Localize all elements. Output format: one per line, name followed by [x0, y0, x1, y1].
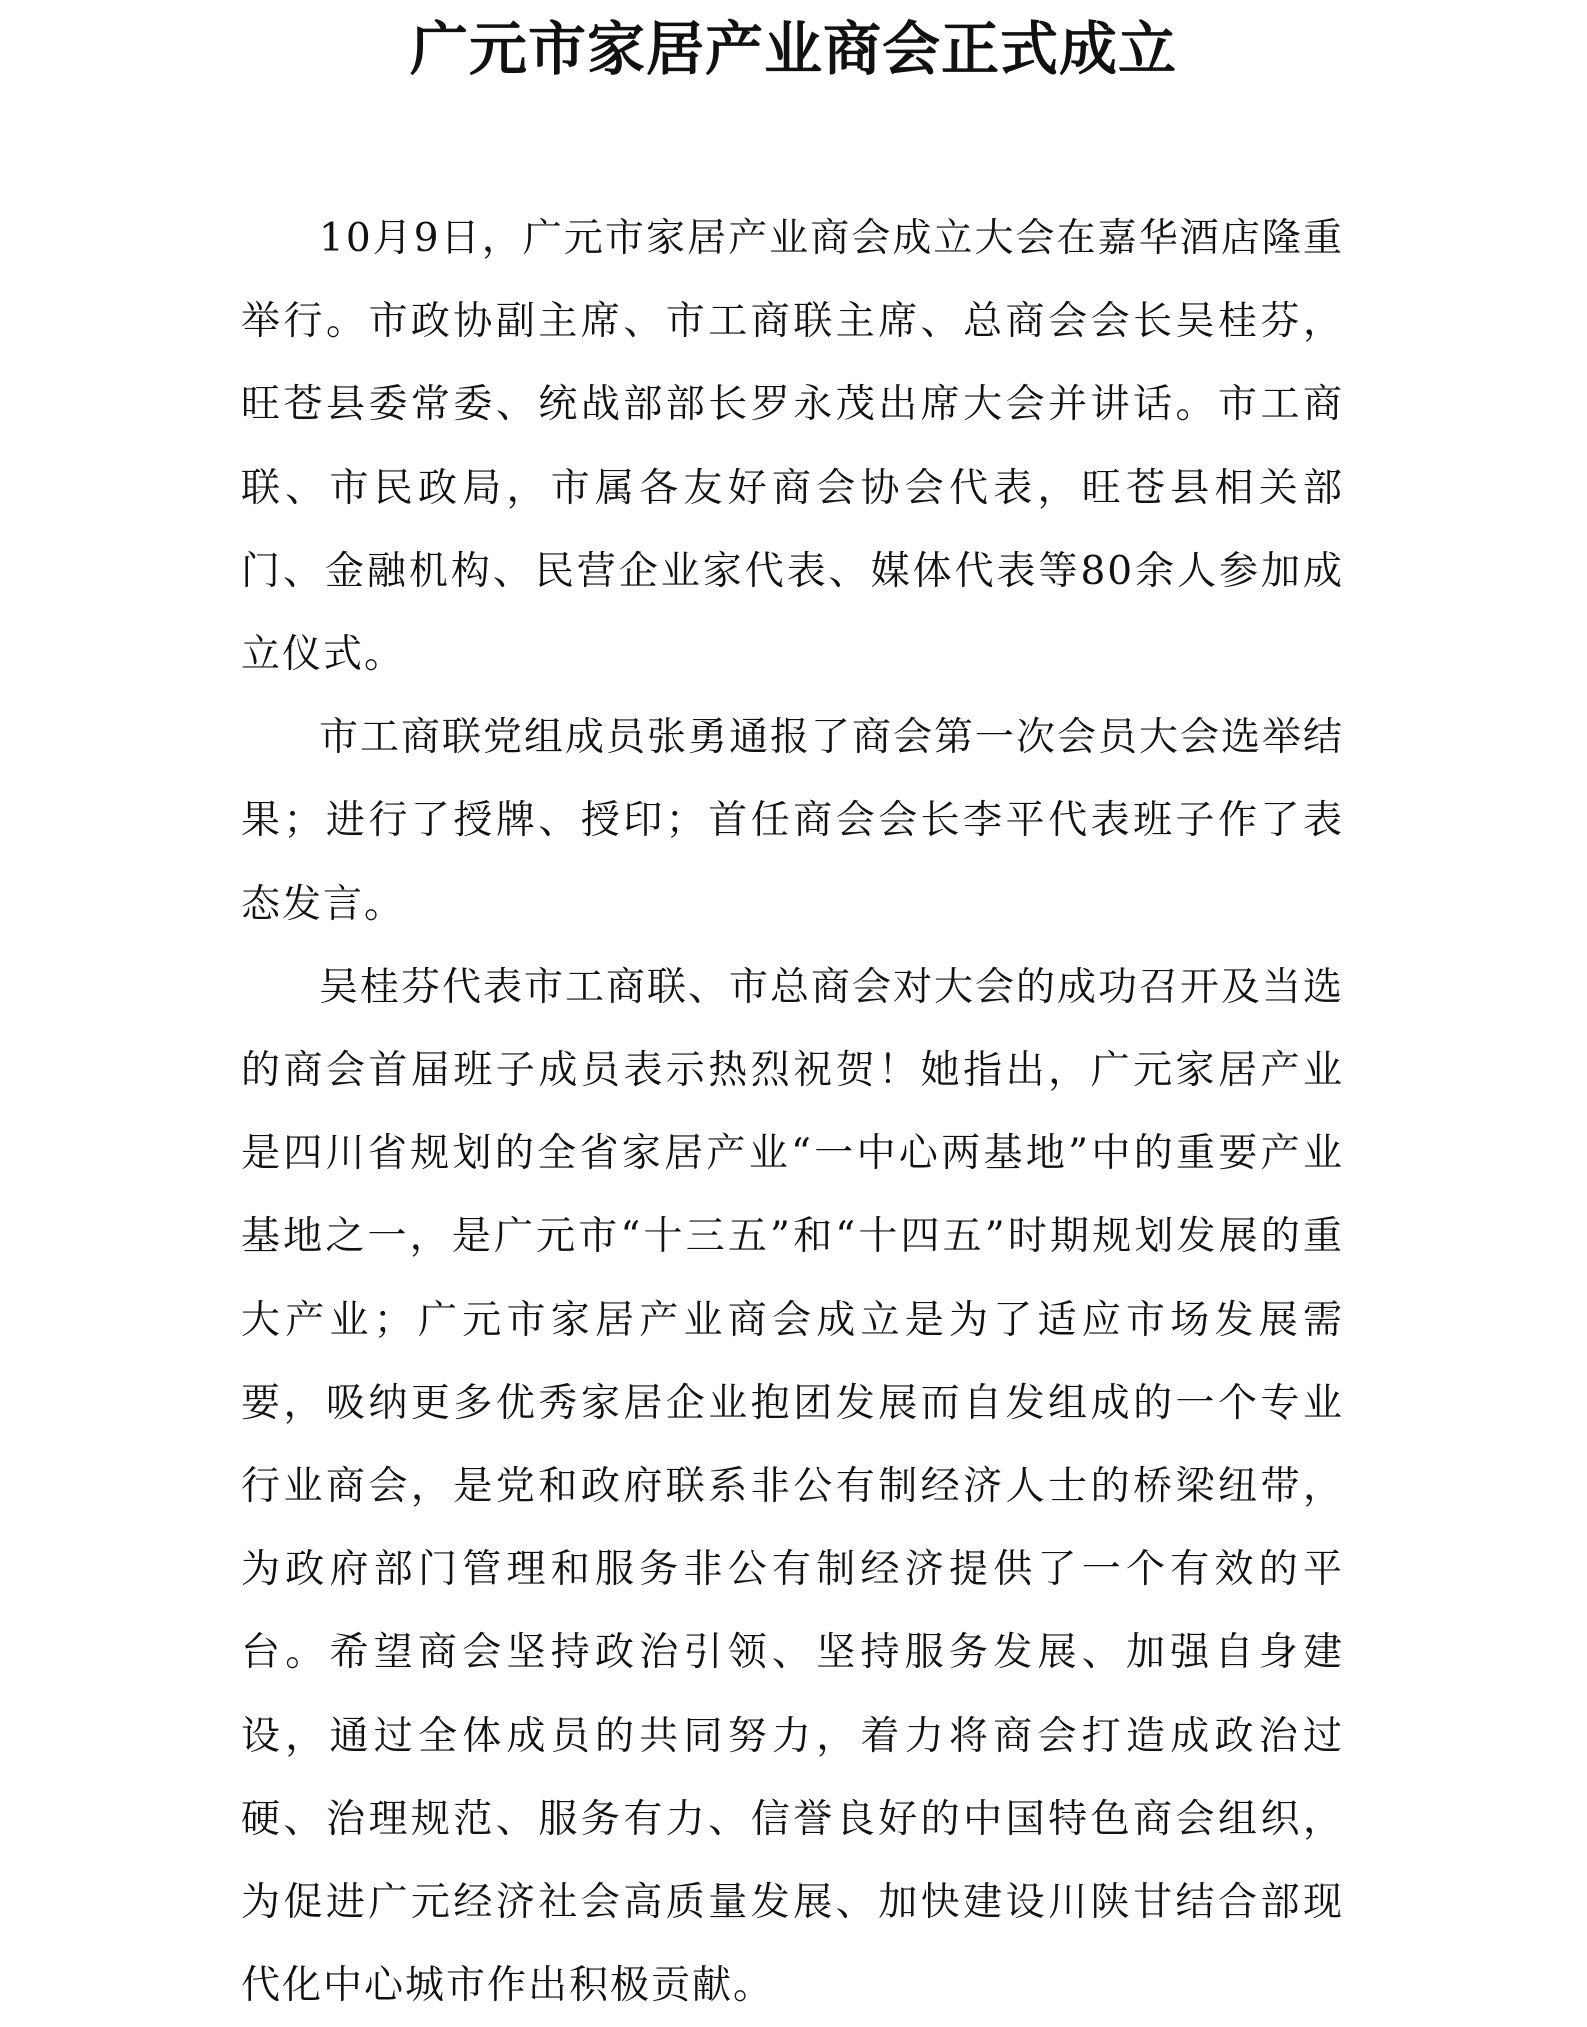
paragraph: 吴桂芬代表市工商联、市总商会对大会的成功召开及当选的商会首届班子成员表示热烈祝贺！她指出，广元家居产业是四川省规划的全省家居产业“一中心两基地”中的重要产业基地之一，是广元市“十三五”和“十四五”时期规划发展的重大产业；广元市家居产业商会成立是为了适应市场发展需要，吸纳更多优秀家居企业抱团发展而自发组成的一个专业行业商会，是党和政府联系非公有制经济人士的桥梁纽带，为政府部门管理和服务非公有制经济提供了一个有效的平台。希望商会坚持政治引领、坚持服务发展、加强自身建设，通过全体成员的共同努力，着力将商会打造成政治过硬、治理规范、服务有力、信誉良好的中国特色商会组织，为促进广元经济社会高质量发展、加快建设川陕甘结合部现代化中心城市作出积极贡献。 — [241, 964, 1345, 2009]
paragraph: 10月9日，广元市家居产业商会成立大会在嘉华酒店隆重举行。市政协副主席、市工商联主席、总商会会长吴桂芬，旺苍县委常委、统战部部长罗永茂出席大会并讲话。市工商联、市民政局，市属各友好商会协会代表，旺苍县相关部门、金融机构、民营企业家代表、媒体代表等80余人参加成立仪式。 — [241, 216, 1344, 678]
paragraph: 市工商联党组成员张勇通报了商会第一次会员大会选举结果；进行了授牌、授印；首任商会会长李平代表班子作了表态发言。 — [241, 715, 1345, 927]
article-title: 广元市家居产业商会正式成立 — [409, 15, 1177, 83]
article-body — [241, 197, 1344, 2027]
